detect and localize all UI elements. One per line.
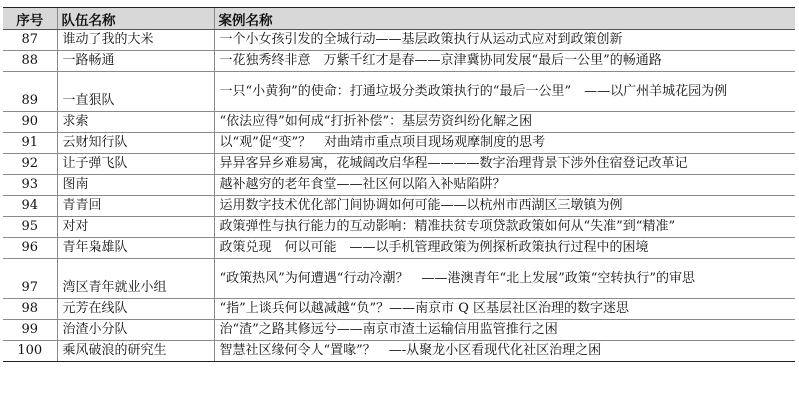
team-name: 云财知行队 [57,133,214,154]
table-row [3,154,795,175]
case-name: 一只“小黄狗”的使命：打通垃圾分类政策执行的“最后一公里” ——以广州羊城花园为例 [214,72,795,112]
serial-number: 92 [3,154,57,175]
table-row [3,320,795,341]
team-name: 一路畅通 [57,51,214,72]
case-name: “政策热风”为何遭遇“行动冷潮？ ——港澳青年“北上发展”政策“空转执行”的审思 [214,259,795,299]
case-name: 越补越穷的老年食堂——社区何以陷入补贴陷阱？ [214,175,795,196]
serial-number: 96 [3,238,57,259]
case-name: 一个小女孩引发的全城行动——基层政策执行从运动式应对到政策创新 [214,30,795,51]
table-row [3,175,795,196]
serial-number: 95 [3,217,57,238]
serial-number: 89 [3,72,57,112]
case-name: 政策兑现 何以可能 ——以手机管理政策为例探析政策执行过程中的困境 [214,238,795,259]
team-name: 元芳在线队 [57,299,214,320]
table-row [3,217,795,238]
table-row [3,72,795,112]
team-name: 求索 [57,112,214,133]
serial-number: 99 [3,320,57,341]
team-name: 图南 [57,175,214,196]
serial-number: 88 [3,51,57,72]
team-name: 青年枭雄队 [57,238,214,259]
case-table-page [3,7,795,362]
serial-number: 90 [3,112,57,133]
table-row [3,51,795,72]
serial-number: 94 [3,196,57,217]
team-name: 对对 [57,217,214,238]
table-row [3,341,795,362]
team-name: 治渣小分队 [57,320,214,341]
case-name: 一花独秀终非意 万紫千红才是春——京津冀协同发展“最后一公里”的畅通路 [214,51,795,72]
serial-number: 87 [3,30,57,51]
table-row [3,133,795,154]
case-name: 以“观”促“变”？ 对曲靖市重点项目现场观摩制度的思考 [214,133,795,154]
table-row [3,299,795,320]
table-header-row [3,8,795,30]
header-team-name: 队伍名称 [57,8,214,30]
serial-number: 91 [3,133,57,154]
header-serial-number: 序号 [3,8,57,30]
case-name: “指”上谈兵何以越减越“负”？——南京市 Q 区基层社区治理的数字迷思 [214,299,795,320]
team-name: 让子弹飞队 [57,154,214,175]
serial-number: 100 [3,341,57,362]
serial-number: 97 [3,259,57,299]
team-name: 湾区青年就业小组 [57,259,214,299]
case-name: “依法应得”如何成“打折补偿”：基层劳资纠纷化解之困 [214,112,795,133]
table-row [3,196,795,217]
case-name: 运用数字技术优化部门间协调如何可能——以杭州市西湖区三墩镇为例 [214,196,795,217]
case-table [3,7,795,362]
table-row [3,112,795,133]
team-name: 青青回 [57,196,214,217]
header-case-name: 案例名称 [214,8,795,30]
case-name: 政策弹性与执行能力的互动影响：精准扶贫专项贷款政策如何从“失准”到“精准” [214,217,795,238]
case-name: 智慧社区缘何令人“置喙”？ —-从聚龙小区看现代化社区治理之困 [214,341,795,362]
case-name: 异异客异乡难易寓，花城阔改启华程————数字治理背景下涉外住宿登记改革记 [214,154,795,175]
serial-number: 98 [3,299,57,320]
table-row [3,30,795,51]
team-name: 谁动了我的大米 [57,30,214,51]
serial-number: 93 [3,175,57,196]
table-row [3,259,795,299]
team-name: 一直狠队 [57,72,214,112]
team-name: 乘风破浪的研究生 [57,341,214,362]
table-row [3,238,795,259]
case-name: 治“渣”之路其修远兮——南京市渣土运输信用监管推行之困 [214,320,795,341]
